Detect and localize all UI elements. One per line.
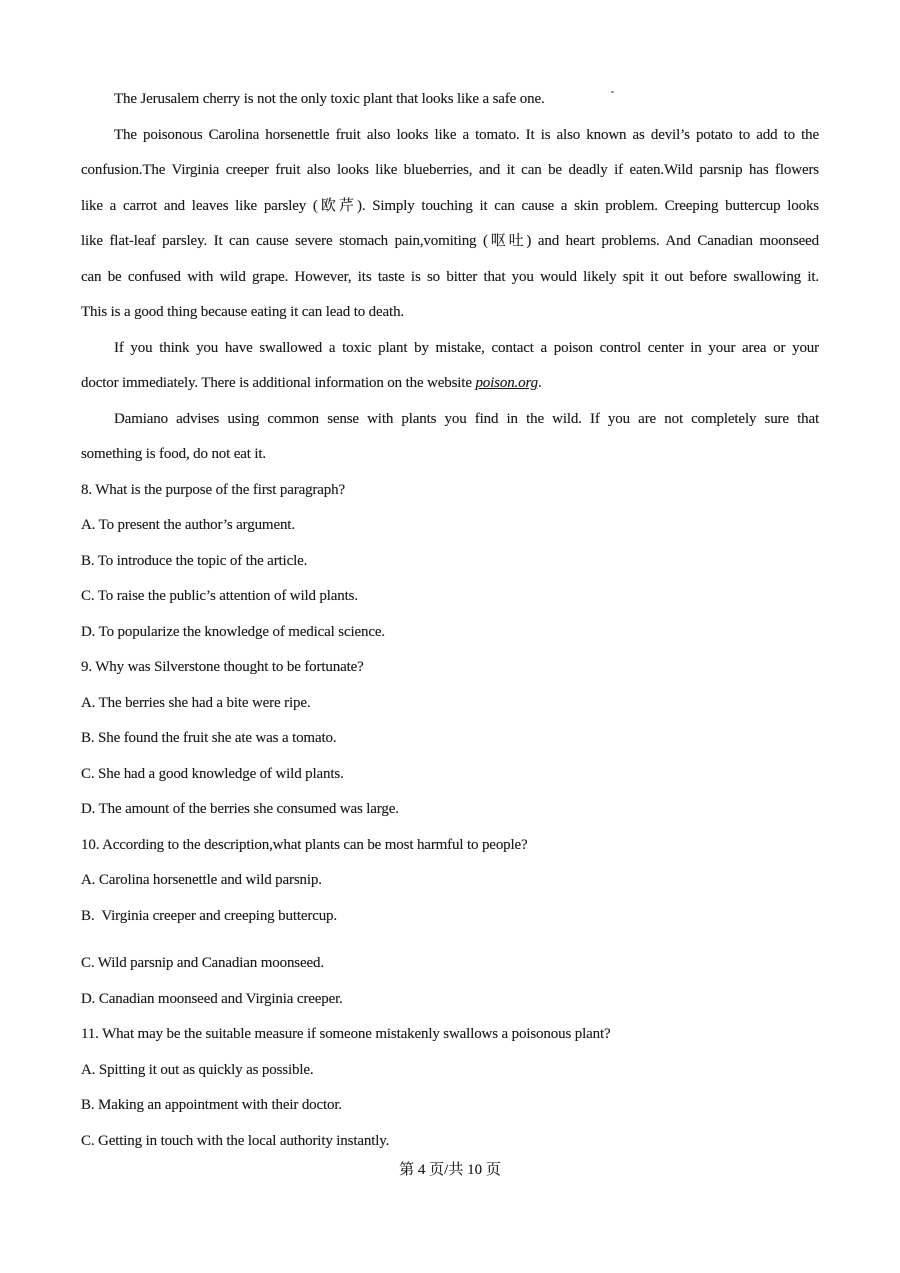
article-line-with-link — [81, 366, 819, 402]
question-8-stem: 8. What is the purpose of the first paragraph? — [81, 481, 345, 498]
article-line: If you think you have swallowed a toxic plant by mistake, contact a poison control center in your area or your — [114, 339, 819, 356]
poison-org-link[interactable]: poison.org — [475, 375, 538, 391]
question-8-option-d: D. To popularize the knowledge of medical science. — [81, 623, 385, 640]
question-8-option-b: B. To introduce the topic of the article. — [81, 552, 308, 569]
question-9-option-c: C. She had a good knowledge of wild plants. — [81, 765, 344, 782]
article-line: like a carrot and leaves like parsley (欧芹). Simply touching it can cause a skin problem. Creeping buttercup looks — [81, 197, 819, 214]
question-9-option-b: B. She found the fruit she ate was a tomato. — [81, 730, 337, 746]
question-10-option-a: A. Carolina horsenettle and wild parsnip. — [81, 872, 322, 888]
question-11-option-a: A. Spitting it out as quickly as possible. — [81, 1061, 314, 1078]
question-10-option-c: C. Wild parsnip and Canadian moonseed. — [81, 955, 324, 971]
page-content — [81, 82, 819, 1159]
article-line: can be confused with wild grape. However, its taste is so bitter that you would likely spit it out before swallowing it. — [81, 268, 819, 285]
article-text: doctor immediately. There is additional information on the website — [81, 375, 476, 391]
article-line: The Jerusalem cherry is not the only toxic plant that looks like a safe one. — [114, 91, 545, 107]
question-10-stem: 10. According to the description,what plants can be most harmful to people? — [81, 836, 528, 853]
article-line: like flat-leaf parsley. It can cause severe stomach pain,vomiting (呕吐) and heart problems. And Canadian moonseed — [81, 233, 819, 249]
question-8-option-a: A. To present the author’s argument. — [81, 517, 295, 533]
article-line: Damiano advises using common sense with plants you find in the wild. If you are not completely sure that — [114, 410, 819, 427]
question-9-option-d: D. The amount of the berries she consumed was large. — [81, 801, 399, 817]
question-11-option-c: C. Getting in touch with the local authority instantly. — [81, 1132, 390, 1149]
page-number-footer: 第 4 页/共 10 页 — [399, 1162, 501, 1178]
question-11-option-b: B. Making an appointment with their doctor. — [81, 1097, 343, 1113]
article-line: This is a good thing because eating it can lead to death. — [81, 304, 405, 320]
question-10-option-b: B. Virginia creeper and creeping buttercup. — [81, 907, 338, 924]
article-line: The poisonous Carolina horsenettle fruit also looks like a tomato. It is also known as devil’s potato to add to the — [114, 126, 819, 143]
article-text: . — [537, 375, 542, 391]
question-10-option-d: D. Canadian moonseed and Virginia creeper. — [81, 990, 343, 1007]
question-11-stem: 11. What may be the suitable measure if someone mistakenly swallows a poisonous plant? — [81, 1026, 611, 1042]
article-line: confusion.The Virginia creeper fruit also looks like blueberries, and it can be deadly if eaten.Wild parsnip has flowers — [81, 162, 819, 178]
article-line: something is food, do not eat it. — [81, 446, 267, 462]
question-9-option-a: A. The berries she had a bite were ripe. — [81, 694, 311, 711]
question-8-option-c: C. To raise the public’s attention of wild plants. — [81, 588, 358, 604]
question-9-stem: 9. Why was Silverstone thought to be fortunate? — [81, 659, 364, 675]
